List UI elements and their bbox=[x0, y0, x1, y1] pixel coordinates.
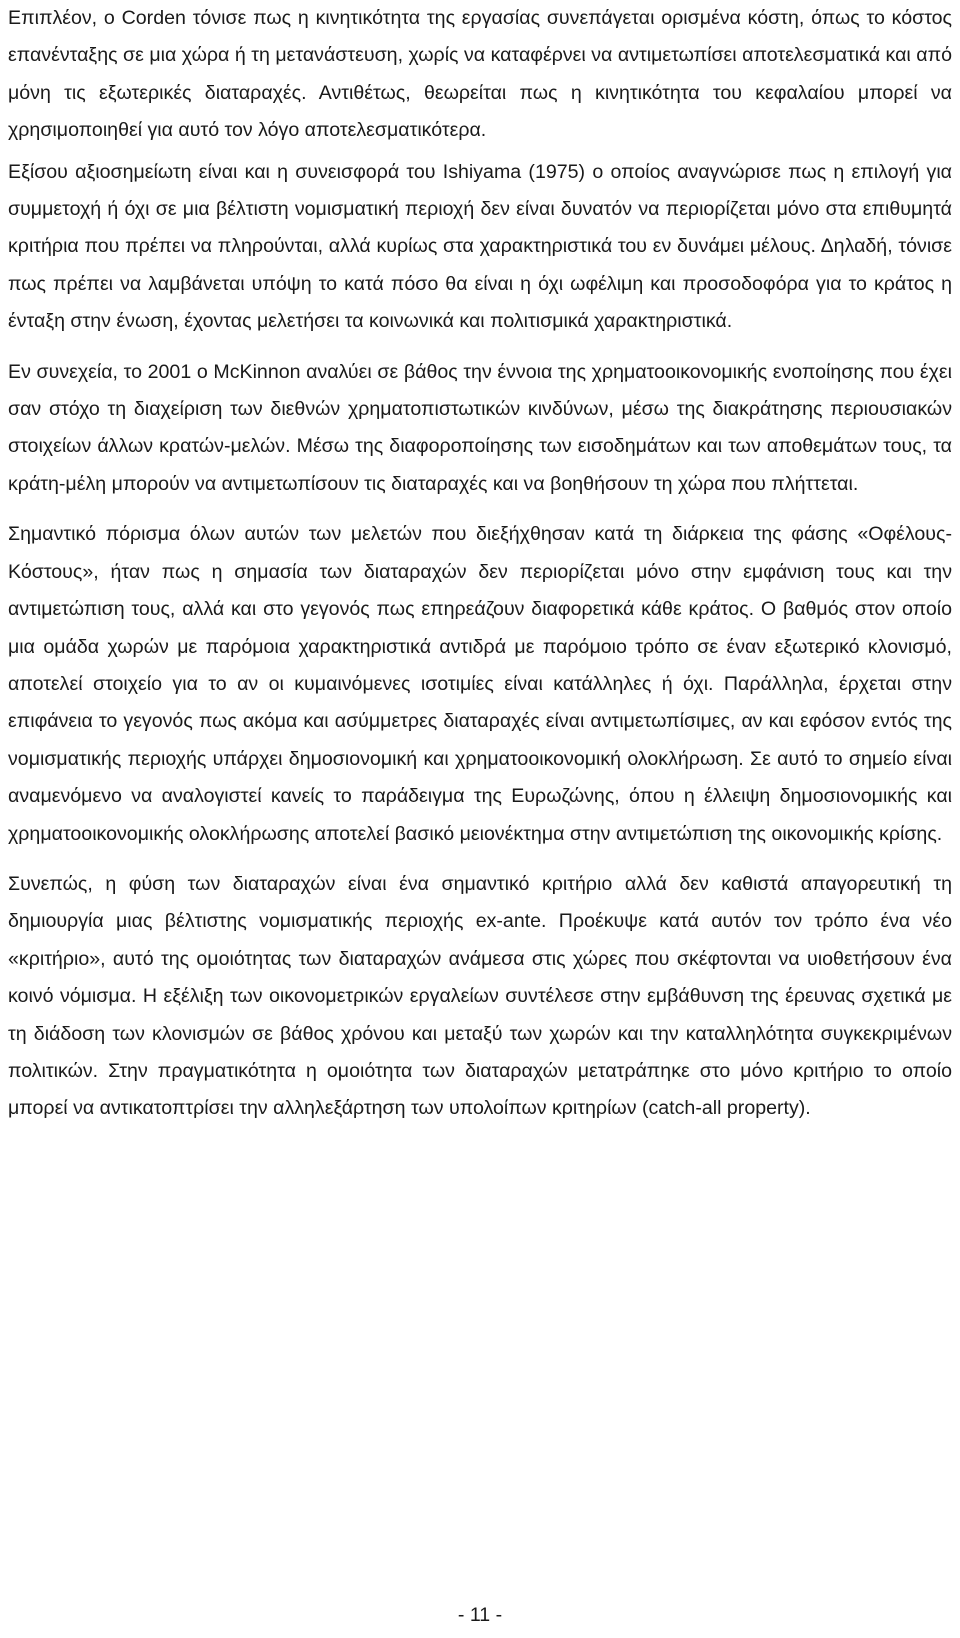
page-number: - 11 - bbox=[457, 1604, 503, 1626]
paragraph-findings: Σημαντικό πόρισμα όλων αυτών των μελετών που διεξήχθησαν κατά τη διάρκεια της φάσης «Οφέλους- Κόστους», ήταν πως η σημασία των διαταραχών δεν περιορίζεται μόνο στην εμφάνιση τους και την αντιμετώπιση τους, αλλά και στο γεγονός πως επηρεάζουν διαφορετικά κάθε κράτος. Ο βαθμός στον οποίο μια ομάδα χωρών με παρόμοια χαρακτηριστικά αντιδρά με παρόμοιο τρόπο σε έναν εξωτερικό κλονισμό, αποτελεί στοιχείο για το αν οι κυμαινόμενες ισοτιμίες είναι κατάλληλες ή όχι. Παράλληλα, έρχεται στην επιφάνεια το γεγονός πως ακόμα και ασύμμετρες διαταραχές είναι αντιμετωπίσιμες, αν και εφόσον εντός της νομισματικής περιοχής υπάρχει δημοσιονομική και χρηματοοικονομική ολοκλήρωση. Σε αυτό το σημείο είναι αναμενόμενο να αναλογιστεί κανείς το παράδειγμα της Ευρωζώνης, όπου η έλλειψη δημοσιονομικής και χρηματοοικονομικής ολοκλήρωσης αποτελεί βασικό μειονέκτημα στην αντιμετώπιση της οικονομικής κρίσης. bbox=[8, 523, 952, 845]
document-page bbox=[8, 0, 952, 1638]
body-text bbox=[8, 0, 952, 1141]
paragraph-mckinnon: Εν συνεχεία, το 2001 ο McKinnon αναλύει σε βάθος την έννοια της χρηματοοικονομικής ενοποίησης που έχει σαν στόχο τη διαχείριση των διεθνών χρηματοπιστωτικών κινδύνων, μέσω της διακράτησης περιουσιακών στοιχείων άλλων κρατών-μελών. Μέσω της διαφοροποίησης των εισοδημάτων και των αποθεμάτων τους, τα κράτη-μέλη μπορούν να αντιμετωπίσουν τις διαταραχές και να βοηθήσουν τη χώρα που πλήττεται. bbox=[8, 360, 952, 495]
paragraph-conclusion: Συνεπώς, η φύση των διαταραχών είναι ένα σημαντικό κριτήριο αλλά δεν καθιστά απαγορευτική τη δημιουργία μιας βέλτιστης νομισματικής περιοχής ex-ante. Προέκυψε κατά αυτόν τον τρόπο ένα νέο «κριτήριο», αυτό της ομοιότητας των διαταραχών ανάμεσα στις χώρες που σκέφτονται να υιοθετήσουν ένα κοινό νόμισμα. Η εξέλιξη των οικονομετρικών εργαλείων συντέλεσε στην εμβάθυνση της έρευνας σχετικά με τη διάδοση των κλονισμών σε βάθος χρόνου και μεταξύ των χωρών και την καταλληλότητα συγκεκριμένων πολιτικών. Στην πραγματικότητα η ομοιότητα των διαταραχών μετατράπηκε στο μόνο κριτήριο το οποίο μπορεί να αντικατοπτρίσει την αλληλεξάρτηση των υπολοίπων κριτηρίων (catch-all property). bbox=[8, 872, 952, 1120]
paragraph-ishiyama: Εξίσου αξιοσημείωτη είναι και η συνεισφορά του Ishiyama (1975) ο οποίος αναγνώρισε πως η επιλογή για συμμετοχή ή όχι σε μια βέλτιστη νομισματική περιοχή δεν είναι δυνατόν να περιορίζεται μόνο στα επιθυμητά κριτήρια που πρέπει να πληρούνται, αλλά κυρίως στα χαρακτηριστικά του εν δυνάμει μέλους. Δηλαδή, τόνισε πως πρέπει να λαμβάνεται υπόψη το κατά πόσο θα είναι η όχι ωφέλιμη και προσοδοφόρα για το κράτος η ένταξη στην ένωση, έχοντας μελετήσει τα κοινωνικά και πολιτισμικά χαρακτηριστικά. bbox=[8, 160, 952, 333]
paragraph-corden: Επιπλέον, ο Corden τόνισε πως η κινητικότητα της εργασίας συνεπάγεται ορισμένα κόστη, όπως το κόστος επανένταξης σε μια χώρα ή τη μετανάστευση, χωρίς να καταφέρνει να αντιμετωπίσει αποτελεσματικά και από μόνη τις εξωτερικές διαταραχές. Αντιθέτως, θεωρείται πως η κινητικότητα του κεφαλαίου μπορεί να χρησιμοποιηθεί για αυτό τον λόγο αποτελεσματικότερα. bbox=[8, 7, 952, 142]
